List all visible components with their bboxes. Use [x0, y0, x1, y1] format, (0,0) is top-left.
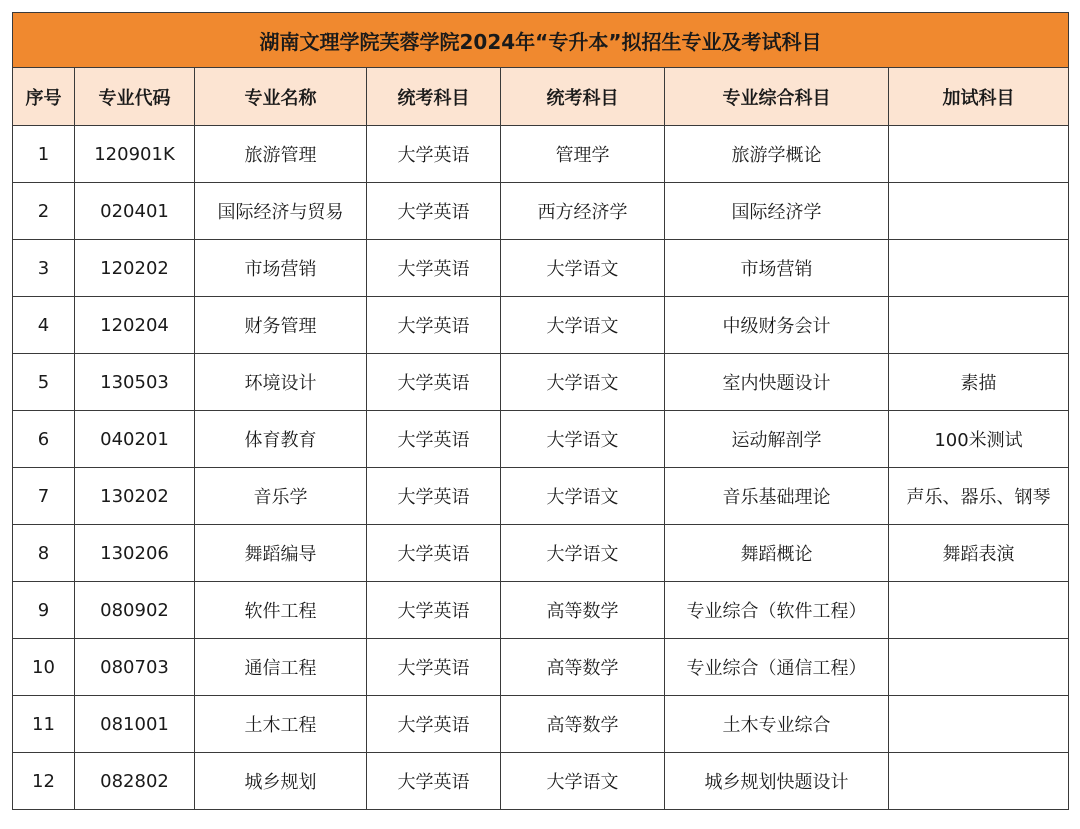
- cell-major-code: 130202: [75, 468, 195, 525]
- cell-major-name: 通信工程: [195, 639, 367, 696]
- cell-index: 2: [13, 183, 75, 240]
- cell-comprehensive-subject: 运动解剖学: [665, 411, 889, 468]
- cell-comprehensive-subject: 土木专业综合: [665, 696, 889, 753]
- cell-major-code: 080902: [75, 582, 195, 639]
- cell-comprehensive-subject: 城乡规划快题设计: [665, 753, 889, 810]
- cell-exam-subject-2: 大学语文: [501, 411, 665, 468]
- table-row: [13, 525, 1069, 582]
- cell-index: 10: [13, 639, 75, 696]
- cell-comprehensive-subject: 室内快题设计: [665, 354, 889, 411]
- cell-comprehensive-subject: 专业综合（软件工程）: [665, 582, 889, 639]
- cell-additional-subject: 舞蹈表演: [889, 525, 1069, 582]
- cell-major-name: 财务管理: [195, 297, 367, 354]
- cell-additional-subject: 100米测试: [889, 411, 1069, 468]
- cell-major-code: 082802: [75, 753, 195, 810]
- cell-exam-subject-1: 大学英语: [367, 582, 501, 639]
- cell-additional-subject: [889, 753, 1069, 810]
- cell-index: 4: [13, 297, 75, 354]
- cell-major-code: 081001: [75, 696, 195, 753]
- cell-index: 5: [13, 354, 75, 411]
- cell-major-name: 舞蹈编导: [195, 525, 367, 582]
- header-comprehensive-subject: 专业综合科目: [665, 68, 889, 126]
- cell-exam-subject-1: 大学英语: [367, 297, 501, 354]
- table-title: 湖南文理学院芙蓉学院2024年“专升本”拟招生专业及考试科目: [13, 13, 1069, 68]
- cell-comprehensive-subject: 舞蹈概论: [665, 525, 889, 582]
- admissions-table-container: [12, 12, 1069, 810]
- cell-additional-subject: [889, 126, 1069, 183]
- table-row: [13, 696, 1069, 753]
- cell-index: 12: [13, 753, 75, 810]
- cell-index: 6: [13, 411, 75, 468]
- cell-exam-subject-1: 大学英语: [367, 183, 501, 240]
- cell-index: 8: [13, 525, 75, 582]
- cell-major-name: 土木工程: [195, 696, 367, 753]
- cell-index: 1: [13, 126, 75, 183]
- cell-index: 9: [13, 582, 75, 639]
- cell-exam-subject-2: 高等数学: [501, 696, 665, 753]
- cell-exam-subject-2: 大学语文: [501, 753, 665, 810]
- cell-index: 3: [13, 240, 75, 297]
- cell-additional-subject: [889, 582, 1069, 639]
- cell-exam-subject-2: 西方经济学: [501, 183, 665, 240]
- cell-exam-subject-1: 大学英语: [367, 411, 501, 468]
- cell-major-code: 120204: [75, 297, 195, 354]
- cell-additional-subject: [889, 696, 1069, 753]
- cell-additional-subject: [889, 639, 1069, 696]
- cell-exam-subject-2: 大学语文: [501, 297, 665, 354]
- table-row: [13, 240, 1069, 297]
- cell-major-code: 130503: [75, 354, 195, 411]
- header-exam-subject-2: 统考科目: [501, 68, 665, 126]
- table-title-row: [13, 13, 1069, 68]
- cell-additional-subject: [889, 240, 1069, 297]
- cell-exam-subject-2: 大学语文: [501, 354, 665, 411]
- cell-comprehensive-subject: 专业综合（通信工程）: [665, 639, 889, 696]
- cell-exam-subject-1: 大学英语: [367, 525, 501, 582]
- cell-exam-subject-1: 大学英语: [367, 468, 501, 525]
- cell-major-code: 120901K: [75, 126, 195, 183]
- cell-major-code: 080703: [75, 639, 195, 696]
- cell-additional-subject: [889, 183, 1069, 240]
- cell-exam-subject-1: 大学英语: [367, 354, 501, 411]
- cell-exam-subject-2: 大学语文: [501, 468, 665, 525]
- table-row: [13, 297, 1069, 354]
- cell-comprehensive-subject: 国际经济学: [665, 183, 889, 240]
- cell-exam-subject-2: 大学语文: [501, 240, 665, 297]
- admissions-table: [12, 12, 1069, 810]
- cell-major-code: 040201: [75, 411, 195, 468]
- table-row: [13, 753, 1069, 810]
- cell-major-name: 环境设计: [195, 354, 367, 411]
- cell-major-name: 旅游管理: [195, 126, 367, 183]
- cell-additional-subject: 素描: [889, 354, 1069, 411]
- cell-additional-subject: [889, 297, 1069, 354]
- cell-comprehensive-subject: 市场营销: [665, 240, 889, 297]
- cell-exam-subject-2: 高等数学: [501, 582, 665, 639]
- header-major-name: 专业名称: [195, 68, 367, 126]
- cell-major-name: 市场营销: [195, 240, 367, 297]
- table-row: [13, 126, 1069, 183]
- table-row: [13, 411, 1069, 468]
- cell-major-name: 体育教育: [195, 411, 367, 468]
- header-index: 序号: [13, 68, 75, 126]
- cell-comprehensive-subject: 旅游学概论: [665, 126, 889, 183]
- table-row: [13, 354, 1069, 411]
- cell-exam-subject-2: 高等数学: [501, 639, 665, 696]
- cell-major-code: 130206: [75, 525, 195, 582]
- cell-additional-subject: 声乐、器乐、钢琴: [889, 468, 1069, 525]
- cell-major-code: 120202: [75, 240, 195, 297]
- cell-major-code: 020401: [75, 183, 195, 240]
- cell-comprehensive-subject: 中级财务会计: [665, 297, 889, 354]
- cell-index: 11: [13, 696, 75, 753]
- cell-exam-subject-1: 大学英语: [367, 240, 501, 297]
- table-row: [13, 582, 1069, 639]
- cell-major-name: 城乡规划: [195, 753, 367, 810]
- cell-exam-subject-1: 大学英语: [367, 639, 501, 696]
- table-row: [13, 639, 1069, 696]
- cell-major-name: 音乐学: [195, 468, 367, 525]
- cell-exam-subject-2: 大学语文: [501, 525, 665, 582]
- table-header-row: [13, 68, 1069, 126]
- cell-major-name: 国际经济与贸易: [195, 183, 367, 240]
- cell-comprehensive-subject: 音乐基础理论: [665, 468, 889, 525]
- cell-major-name: 软件工程: [195, 582, 367, 639]
- table-row: [13, 183, 1069, 240]
- table-row: [13, 468, 1069, 525]
- cell-exam-subject-1: 大学英语: [367, 696, 501, 753]
- cell-exam-subject-2: 管理学: [501, 126, 665, 183]
- header-major-code: 专业代码: [75, 68, 195, 126]
- cell-index: 7: [13, 468, 75, 525]
- cell-exam-subject-1: 大学英语: [367, 126, 501, 183]
- header-exam-subject-1: 统考科目: [367, 68, 501, 126]
- header-additional-subject: 加试科目: [889, 68, 1069, 126]
- cell-exam-subject-1: 大学英语: [367, 753, 501, 810]
